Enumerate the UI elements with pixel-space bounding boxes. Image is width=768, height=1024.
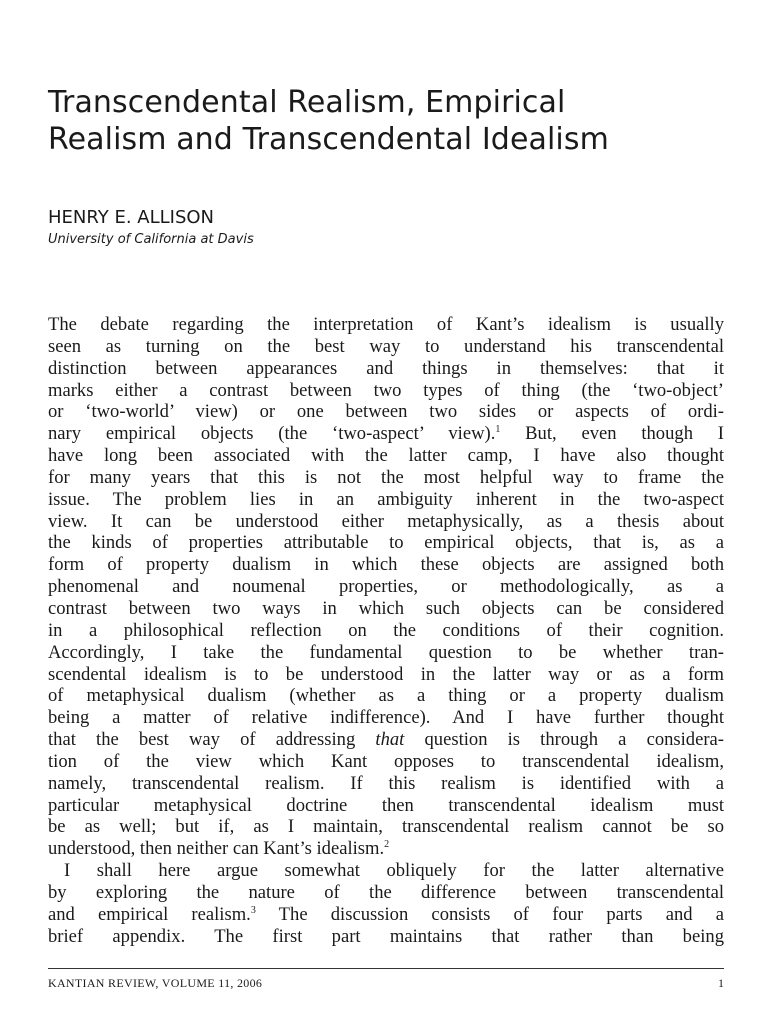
- body-line: [48, 729, 724, 751]
- author-name: HENRY E. ALLISON: [48, 207, 214, 228]
- body-line: be as well; but if, as I maintain, transcendental realism cannot be so: [48, 816, 724, 838]
- body-line: in a philosophical reflection on the conditions of their cognition.: [48, 619, 724, 641]
- body-text: [48, 314, 724, 947]
- body-line: brief appendix. The first part maintains that rather than being: [48, 925, 724, 947]
- body-text-run: and empirical realism.: [48, 903, 251, 925]
- emphasis-that: that: [375, 729, 405, 751]
- body-text-run: that the best way of addressing: [48, 729, 376, 751]
- article-title: [48, 84, 728, 158]
- body-line: marks either a contrast between two types of thing (the ‘two-object’: [48, 379, 724, 401]
- title-line-2: Realism and Transcendental Idealism: [48, 122, 609, 157]
- body-line: I shall here argue somewhat obliquely for the latter alternative: [64, 860, 724, 882]
- body-line: contrast between two ways in which such objects can be considered: [48, 597, 724, 619]
- body-text-run: question is through a considera-: [404, 729, 724, 751]
- body-line: phenomenal and noumenal properties, or methodologically, as a: [48, 576, 724, 598]
- body-text-run: understood, then neither can Kant’s idealism.: [48, 838, 385, 860]
- body-line: have long been associated with the latter camp, I have also thought: [48, 445, 724, 467]
- footer-rule: [48, 968, 724, 969]
- body-line: [48, 423, 724, 445]
- body-line: namely, transcendental realism. If this realism is identified with a: [48, 772, 724, 794]
- body-line: issue. The problem lies in an ambiguity inherent in the two-aspect: [48, 488, 724, 510]
- body-line: Accordingly, I take the fundamental question to be whether tran-: [48, 641, 724, 663]
- title-line-1: Transcendental Realism, Empirical: [48, 85, 566, 120]
- body-text-run: The discussion consists of four parts and a: [255, 903, 724, 925]
- body-line: The debate regarding the interpretation of Kant’s idealism is usually: [48, 314, 724, 335]
- body-line: [48, 838, 724, 860]
- body-line: [48, 904, 724, 926]
- body-line: scendental idealism is to be understood in the latter way or as a form: [48, 663, 724, 685]
- body-line: the kinds of properties attributable to empirical objects, that is, as a: [48, 532, 724, 554]
- body-line: particular metaphysical doctrine then transcendental idealism must: [48, 794, 724, 816]
- body-line: of metaphysical dualism (whether as a thing or a property dualism: [48, 685, 724, 707]
- page-number: 1: [718, 976, 724, 990]
- body-line: view. It can be understood either metaphysically, as a thesis about: [48, 510, 724, 532]
- footnote-ref-2[interactable]: 2: [384, 839, 390, 851]
- body-line: for many years that this is not the most helpful way to frame the: [48, 466, 724, 488]
- author-affiliation: University of California at Davis: [48, 232, 254, 247]
- body-text-run: But, even though I: [500, 423, 724, 445]
- body-line: seen as turning on the best way to understand his transcendental: [48, 335, 724, 357]
- body-line: by exploring the nature of the difference between transcendental: [48, 881, 724, 903]
- body-line: tion of the view which Kant opposes to transcendental idealism,: [48, 750, 724, 772]
- footnote-ref-1[interactable]: 1: [495, 424, 501, 436]
- body-line: or ‘two-world’ view) or one between two sides or aspects of ordi-: [48, 401, 724, 423]
- body-text-run: nary empirical objects (the ‘two-aspect’ view).: [48, 423, 496, 445]
- body-line: being a matter of relative indifference). And I have further thought: [48, 707, 724, 729]
- footnote-ref-3[interactable]: 3: [250, 904, 256, 916]
- footer-journal-info: KANTIAN REVIEW, VOLUME 11, 2006: [48, 976, 263, 990]
- body-line: distinction between appearances and things in themselves: that it: [48, 357, 724, 379]
- body-line: form of property dualism in which these objects are assigned both: [48, 554, 724, 576]
